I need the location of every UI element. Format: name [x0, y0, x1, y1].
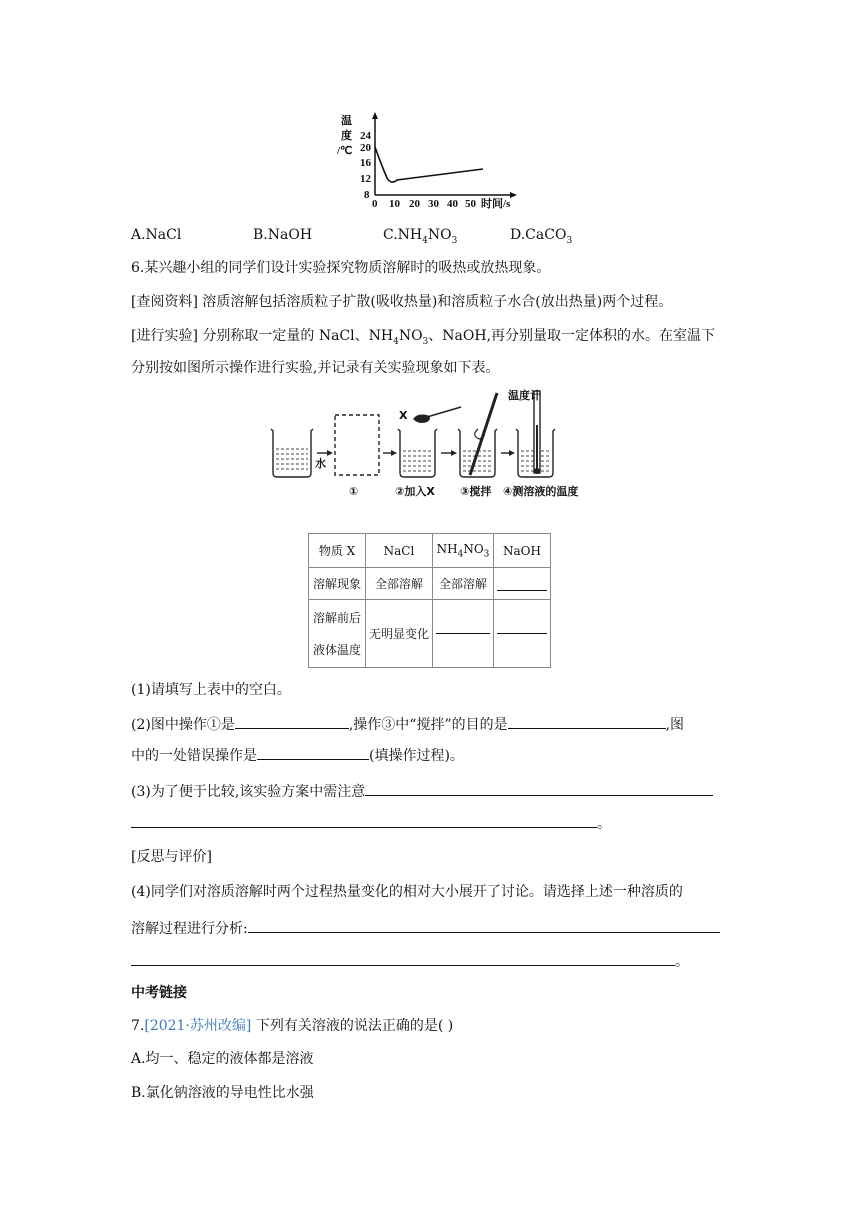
- x-tick-10: 10: [389, 198, 400, 210]
- section-title: 中考链接: [131, 985, 187, 1001]
- q4-line3: 。: [131, 950, 689, 972]
- row2-nacl: 无明显变化: [366, 600, 433, 668]
- water-label: 水: [315, 457, 326, 470]
- q4-line2: 溶解过程进行分析:: [131, 917, 720, 939]
- row1-naoh-blank[interactable]: [494, 568, 551, 600]
- option-b: B.NaOH: [253, 227, 313, 243]
- step2-label: ②加入X: [395, 485, 435, 498]
- experiment-diagram: [265, 385, 595, 503]
- q4-line1: (4)同学们对溶质溶解时两个过程热量变化的相对大小展开了讨论。请选择上述一种溶质的: [131, 884, 683, 900]
- q2-blank-1[interactable]: [235, 713, 349, 729]
- y-label-1: 温: [341, 115, 352, 127]
- results-table: [308, 533, 551, 668]
- x-tick-20: 20: [409, 198, 420, 210]
- header-substance: 物质 X: [309, 534, 366, 568]
- q2-line2: 中的一处错误操作是 (填操作过程)。: [131, 744, 464, 766]
- x-tick-30: 30: [428, 198, 439, 210]
- step3-label: ③搅拌: [460, 485, 492, 498]
- q3-blank-2[interactable]: [131, 812, 597, 828]
- option-d: D.CaCO$_3$: [510, 227, 573, 246]
- y-label-2: 度: [341, 130, 352, 142]
- x-axis-label: 时间/s: [481, 198, 511, 210]
- q7-option-b: B.氯化钠溶液的导电性比水强: [131, 1085, 314, 1101]
- step4-label: ④测溶液的温度: [503, 485, 579, 498]
- option-c: $C.NH_4NO_3$: [383, 227, 458, 246]
- temperature-curve: [375, 147, 483, 182]
- row2-naoh-blank[interactable]: [494, 600, 551, 668]
- header-nacl: NaCl: [366, 534, 433, 568]
- step1-label: ①: [349, 485, 359, 498]
- thermometer-label: 温度计: [508, 389, 541, 402]
- beaker-1: [271, 429, 313, 477]
- y-tick-24: 24: [360, 130, 371, 142]
- y-tick-20: 20: [360, 142, 371, 154]
- q6-material: [查阅资料] 溶质溶解包括溶质粒子扩散(吸收热量)和溶质粒子水合(放出热量)两个过程。: [131, 294, 673, 310]
- header-naoh: NaOH: [494, 534, 551, 568]
- q2-line1: (2)图中操作①是 ,操作③中“搅拌”的目的是 ,图: [131, 713, 684, 735]
- row2-label: 溶解前后 液体温度: [309, 600, 366, 668]
- glass-rod: [470, 393, 497, 475]
- q2-blank-3[interactable]: [257, 744, 369, 760]
- row1-nacl: 全部溶解: [366, 568, 433, 600]
- x-tick-40: 40: [447, 198, 458, 210]
- row1-label: 溶解现象: [309, 568, 366, 600]
- step1-box: [335, 415, 379, 475]
- q6-experiment-1: [进行实验] 分别称取一定量的 NaCl、$NH_4NO_3$、NaOH,再分别量取一定体积的水。在室温下: [131, 328, 716, 347]
- q2-blank-2[interactable]: [508, 713, 666, 729]
- y-tick-8: 8: [364, 189, 370, 201]
- q7-stem: 7.[2021·苏州改编] 下列有关溶液的说法正确的是( ): [131, 1018, 454, 1034]
- q7-option-a: A.均一、稳定的液体都是溶液: [131, 1051, 314, 1067]
- header-nh4no3: $NH_4NO_3$: [433, 534, 494, 568]
- q4-blank-1[interactable]: [248, 917, 720, 933]
- q3-line2: 。: [131, 812, 611, 834]
- y-tick-16: 16: [360, 157, 371, 169]
- q6-intro: 6.某兴趣小组的同学们设计实验探究物质溶解时的吸热或放热现象。: [131, 260, 551, 276]
- temperature-time-graph: [335, 112, 525, 210]
- y-tick-12: 12: [360, 173, 371, 185]
- row2-nh4no3-blank[interactable]: [433, 600, 494, 668]
- y-label-3: /℃: [337, 145, 353, 157]
- reflect-heading: [反思与评价]: [131, 849, 212, 865]
- q3-line1: (3)为了便于比较,该实验方案中需注意: [131, 780, 713, 802]
- spoon-icon: [413, 415, 430, 424]
- q4-blank-2[interactable]: [131, 950, 675, 966]
- x-label: X: [399, 409, 408, 422]
- q3-blank-1[interactable]: [365, 780, 713, 796]
- row1-nh4no3: 全部溶解: [433, 568, 494, 600]
- q7-source: [2021·苏州改编]: [144, 1018, 252, 1034]
- q1: (1)请填写上表中的空白。: [131, 682, 291, 698]
- x-tick-0: 0: [372, 198, 378, 210]
- option-a: A.NaCl: [131, 227, 182, 243]
- q6-experiment-2: 分别按如图所示操作进行实验,并记录有关实验现象如下表。: [131, 360, 500, 376]
- beaker-2: [398, 429, 437, 477]
- x-tick-50: 50: [465, 198, 476, 210]
